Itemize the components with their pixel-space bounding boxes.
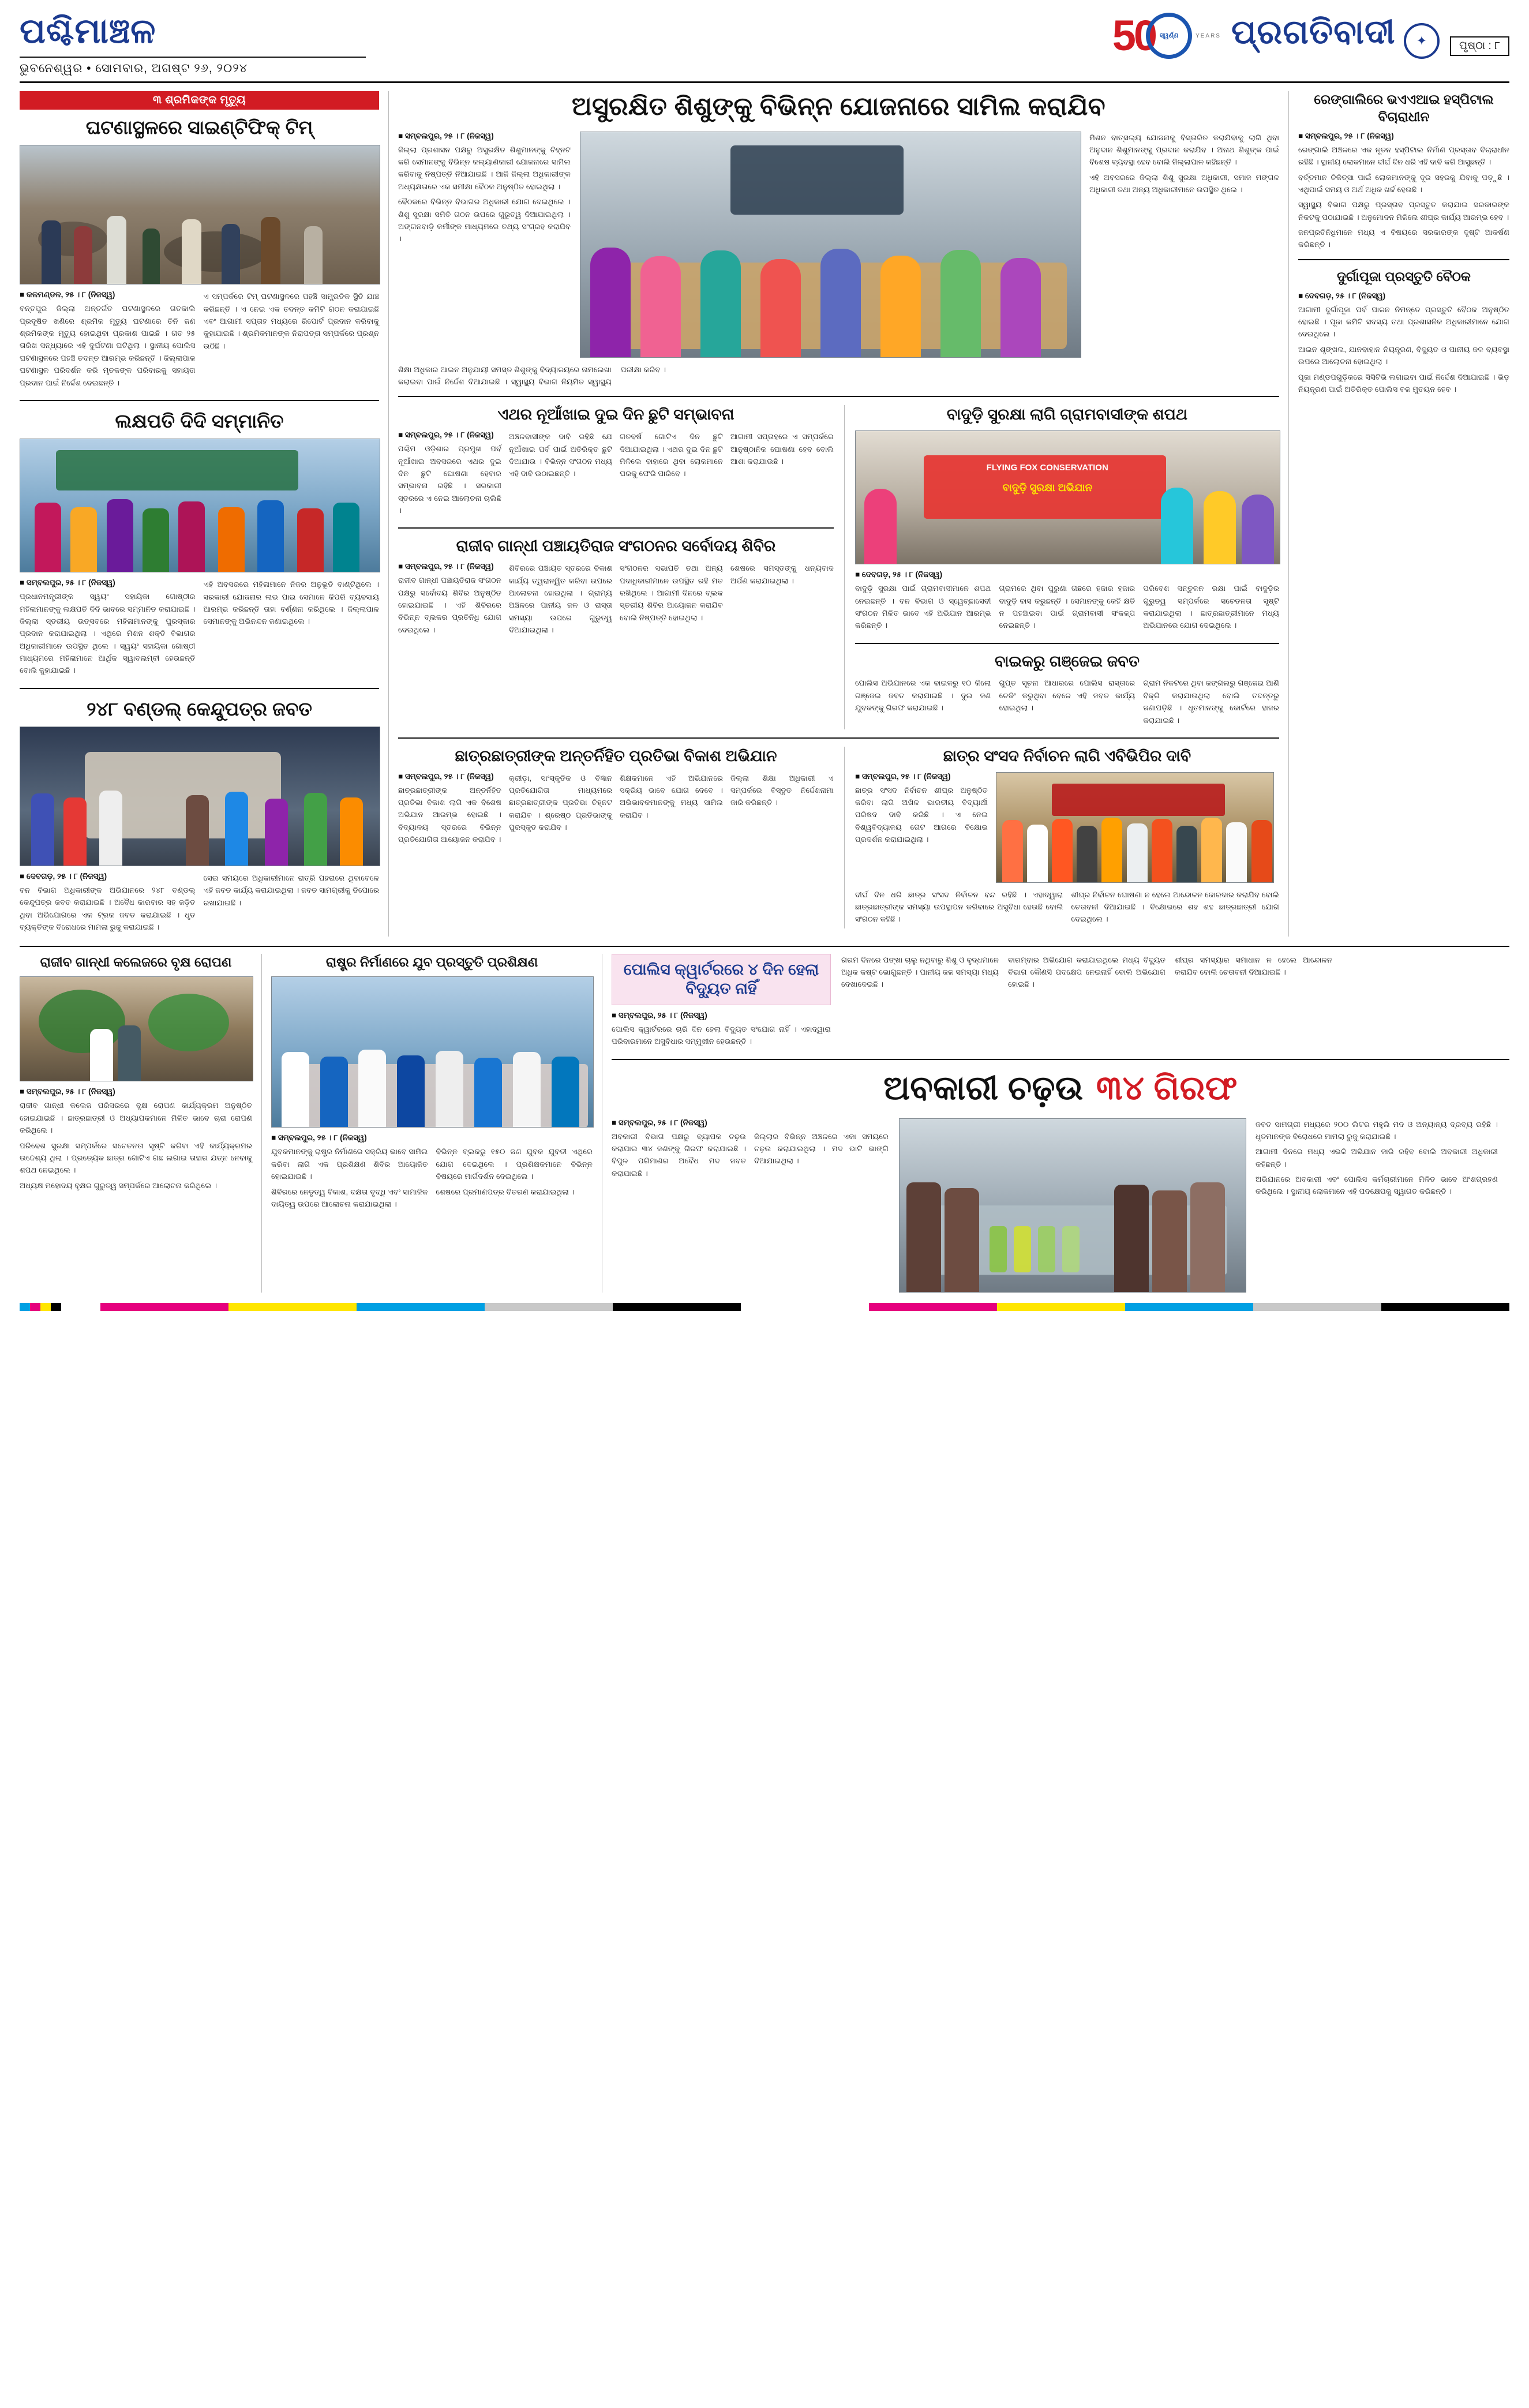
column-right (1289, 91, 1509, 937)
kicker-badge: ୩ ଶ୍ରମିକଙ୍କ ମୃତ୍ୟୁ (20, 91, 379, 110)
anniversary-caption: YEARS (1196, 32, 1221, 39)
registration-marks (20, 1303, 100, 1311)
paragraph: ଜନପ୍ରତିନିଧିମାନେ ମଧ୍ୟ ଏ ବିଷୟରେ ସରକାରଙ୍କ ଦୃଷ୍ଟି ଆକର୍ଷଣ କରିଛନ୍ତି । (1298, 228, 1509, 249)
paragraph: ଜବତ ସାମଗ୍ରୀ ମଧ୍ୟରେ ୨୦୦ ଲିଟର ମହୁଲି ମଦ ଓ ଅନ୍ୟାନ୍ୟ ଦ୍ରବ୍ୟ ରହିଛି । ଧୃତମାନଙ୍କ ବିରୋଧରେ ମାମଲା ରୁଜୁ କରାଯାଇଛି । (1256, 1119, 1498, 1141)
anniversary-logo (1112, 13, 1221, 59)
paragraph: ଶିକ୍ଷା ଅଧିକାର ଆଇନ ଅନୁଯାୟୀ ସମସ୍ତ ଶିଶୁଙ୍କୁ ବିଦ୍ୟାଳୟରେ ନାମଲେଖା କରାଇବା ପାଇଁ ନିର୍ଦ୍ଦେଶ ଦିଆଯାଇଛି । ସ୍ୱାସ୍ଥ୍ୟ ବିଭାଗ ନିୟମିତ ସ୍ୱାସ୍ଥ୍ୟ ପରୀକ୍ଷା କରିବ । (398, 365, 666, 387)
headline-excise-raid: ଅବକାରୀ ଚଢ଼ଉ (883, 1069, 1084, 1107)
dateline: ଭୁବନେଶ୍ୱର • ସୋମବାର, ଅଗଷ୍ଟ ୨୬, ୨୦୨୪ (20, 62, 248, 75)
headline-youth-training: ରାଷ୍ଟ୍ର ନିର୍ମାଣରେ ଯୁବ ପ୍ରସ୍ତୁତି ପ୍ରଶିକ୍ଷଣ (325, 954, 538, 969)
headline-nuakhai-holiday: ଏଥର ନୂଆଁଖାଇ ଦୁଇ ଦିନ ଛୁଟି ସମ୍ଭାବନା (497, 406, 734, 424)
bottom-column-1 (20, 954, 262, 1293)
headline-durga-puja-meeting: ଦୁର୍ଗାପୂଜା ପ୍ରସ୍ତୁତି ବୈଠକ (1337, 268, 1471, 284)
paragraph: ମିଶନ ବାତ୍ସଲ୍ୟ ଯୋଜନାକୁ ବିସ୍ତାରିତ କରାଯିବାକୁ ଲାଗି ଥିବା ଅନୁଦାନ ଶିଶୁମାନଙ୍କୁ ପ୍ରଦାନ କରାଯିବ । ଅନାଥ ଶିଶୁଙ୍କ ପାଇଁ ବିଶେଷ ବ୍ୟବସ୍ଥା ହେବ ବୋଲି ଜିଲ୍ଲାପାଳ କହିଛନ୍ତି । (1089, 133, 1279, 167)
story-scientific-team-body (20, 290, 379, 392)
paragraph: ପରିବେଶ ସନ୍ତୁଳନ ରକ୍ଷା ପାଇଁ ବାଦୁଡ଼ିର ଗୁରୁତ୍ୱ ସମ୍ପର୍କରେ ସଚେତନତା ସୃଷ୍ଟି କରାଯାଇଥିଲା । ଛାତ୍ରଛାତ୍ରୀମାନେ ମଧ୍ୟ ଅଭିଯାନରେ ଯୋଗ ଦେଇଥିଲେ । (1143, 584, 1279, 630)
paragraph: ପୋଲିସ ଅଭିଯାନରେ ଏକ ବାଇକରୁ ୧୦ କିଲୋ ଗଞ୍ଜେଇ ଜବତ କରାଯାଇଛି । ଦୁଇ ଜଣ ଯୁବକଙ୍କୁ ଗିରଫ କରାଯାଇଛି । (855, 679, 991, 713)
byline: ■ ସମ୍ବଲପୁର, ୨୫ । ୮ (ନିଜସ୍ୱ) (1298, 132, 1509, 141)
paragraph: ଆଗାମୀ ସପ୍ତାହରେ ଏ ସମ୍ପର୍କରେ ଆନୁଷ୍ଠାନିକ ଘୋଷଣା ହେବ ବୋଲି ଆଶା କରାଯାଉଛି । (730, 432, 834, 466)
paragraph: ଅଧ୍ୟକ୍ଷ ମହୋଦୟ ବୃକ୍ଷର ଗୁରୁତ୍ୱ ସମ୍ପର୍କରେ ଆଲୋଚନା କରିଥିଲେ । (20, 1181, 218, 1190)
photo-excise-raid-seizure (899, 1118, 1246, 1293)
headline-panchayatiraj-camp: ରାଜୀବ ଗାନ୍ଧୀ ପଞ୍ଚାୟତିରାଜ ସଂଗଠନର ସର୍ବୋଦୟ ଶିବିର (456, 537, 776, 555)
byline: ■ ସମ୍ବଲପୁର, ୨୫ । ୮ (ନିଜସ୍ୱ) (398, 562, 501, 571)
paragraph: କ୍ରୀଡ଼ା, ସାଂସ୍କୃତିକ ଓ ବିଜ୍ଞାନ ପ୍ରତିଯୋଗିତା ମାଧ୍ୟମରେ ଛାତ୍ରଛାତ୍ରୀଙ୍କ ପ୍ରତିଭା ଚିହ୍ନଟ କରାଯିବ । ଶ୍ରେଷ୍ଠ ପ୍ରତିଭାଙ୍କୁ ପୁରସ୍କୃତ କରାଯିବ । (508, 773, 612, 832)
bottom-grid (20, 946, 1509, 1293)
photo-youth-training (271, 976, 594, 1128)
byline: ■ ସମ୍ବଲପୁର, ୨୫ । ୮ (ନିଜସ୍ୱ) (271, 1133, 593, 1143)
page-number: ପୃଷ୍ଠା : ୮ (1450, 36, 1509, 56)
headline-bat-conservation: ବାଦୁଡ଼ି ସୁରକ୍ଷା ଲାଗି ଗ୍ରାମବାସୀଙ୍କ ଶପଥ (946, 406, 1188, 424)
paragraph: ଛାତ୍ରଛାତ୍ରୀଙ୍କ ଅନ୍ତର୍ନିହିତ ପ୍ରତିଭା ବିକାଶ ଲାଗି ଏକ ବିଶେଷ ଅଭିଯାନ ଆରମ୍ଭ ହୋଇଛି । ବିଦ୍ୟାଳୟ ସ୍ତରରେ ବିଭିନ୍ନ ପ୍ରତିଯୋଗିତା ଆୟୋଜନ କରାଯିବ । (398, 785, 501, 844)
byline: ■ ସମ୍ବଲପୁର, ୨୫ । ୮ (ନିଜସ୍ୱ) (398, 772, 501, 781)
paragraph: ଶିବିରରେ ପଞ୍ଚାୟତ ସ୍ତରରେ ବିକାଶ କାର୍ଯ୍ୟ ତ୍ୱରାନ୍ୱିତ କରିବା ଉପରେ ଆଲୋଚନା ହୋଇଥିଲା । ଗ୍ରାମ୍ୟ ଅଞ୍ଚଳରେ ପାନୀୟ ଜଳ ଓ ରାସ୍ତା ସମସ୍ୟା ଉପରେ ଗୁରୁତ୍ୱ ଦିଆଯାଇଥିଲା । (508, 564, 612, 635)
paragraph: ପୂଜା ମଣ୍ଡପଗୁଡ଼ିକରେ ସିସିଟିଭି ଲଗାଇବା ପାଇଁ ନିର୍ଦ୍ଦେଶ ଦିଆଯାଇଛି । ଭିଡ଼ ନିୟନ୍ତ୍ରଣ ପାଇଁ ଅତିରିକ୍ତ ପୋଲିସ ବଳ ମୁତୟନ ହେବ । (1298, 372, 1509, 394)
paragraph: ରାଜୀବ ଗାନ୍ଧୀ କଲେଜ ପରିସରରେ ବୃକ୍ଷ ରୋପଣ କାର୍ଯ୍ୟକ୍ରମ ଅନୁଷ୍ଠିତ ହୋଇଯାଇଛି । ଛାତ୍ରଛାତ୍ରୀ ଓ ଅଧ୍ୟାପକମାନେ ମିଳିତ ଭାବେ ଚାରା ରୋପଣ କରିଥିଲେ । (20, 1101, 252, 1135)
paragraph: ପଶ୍ଚିମ ଓଡ଼ିଶାର ପ୍ରମୁଖ ପର୍ବ ନୂଆଁଖାଇ ଅବସରରେ ଏଥର ଦୁଇ ଦିନ ଛୁଟି ଘୋଷଣା ହେବାର ସମ୍ଭାବନା ରହିଛି । ସରକାରୀ ସ୍ତରରେ ଏ ନେଇ ଆଲୋଚନା ଚାଲିଛି । (398, 444, 501, 515)
photo-bat-conservation-pledge (855, 430, 1280, 564)
paragraph: ଜିଲ୍ଲା ପ୍ରଶାସନ ପକ୍ଷରୁ ଅସୁରକ୍ଷିତ ଶିଶୁମାନଙ୍କୁ ଚିହ୍ନଟ କରି ସେମାନଙ୍କୁ ବିଭିନ୍ନ କଲ୍ୟାଣକାରୀ ଯୋଜନାରେ ସାମିଲ କରିବାକୁ ନିଷ୍ପତ୍ତି ନିଆଯାଇଛି । ଆଜି ଜିଲ୍ଲା ଅଧିକାରୀଙ୍କ ଅଧ୍ୟକ୍ଷତାରେ ଏକ ସମୀକ୍ଷା ବୈଠକ ଅନୁଷ୍ଠିତ ହୋଇଥିଲା । (398, 145, 571, 191)
headline-tree-plantation: ରାଜୀବ ଗାନ୍ଧୀ କଲେଜରେ ବୃକ୍ଷ ରୋପଣ (40, 954, 232, 969)
paragraph: ପୋଲିସ କ୍ୱାର୍ଟରରେ ଚାରି ଦିନ ହେଲା ବିଦ୍ୟୁତ ସଂଯୋଗ ନାହିଁ । ଏହାଦ୍ୱାରା ପରିବାରମାନେ ଅସୁବିଧାର ସମ୍ମୁଖୀନ ହେଉଛନ୍ତି । (612, 1025, 831, 1046)
byline: ■ ଦେବଗଡ଼, ୨୫ । ୮ (ନିଜସ୍ୱ) (1298, 291, 1509, 301)
headline-kendu-leaf-seizure: ୨୪୮ ବଣ୍ଡଲ୍ କେନ୍ଦୁପତ୍ର ଜବତ (87, 698, 312, 720)
story-kendu-leaf-body (20, 872, 379, 937)
headline-ganja-seizure: ବାଇକରୁ ଗଞ୍ଜେଇ ଜବତ (994, 652, 1140, 670)
paragraph: ଅଭିଯାନରେ ଅବକାରୀ ଏବଂ ପୋଲିସ କର୍ମଚାରୀମାନେ ମିଳିତ ଭାବେ ଅଂଶଗ୍ରହଣ କରିଥିଲେ । ସ୍ଥାନୀୟ ଲୋକମାନେ ଏହି ପଦକ୍ଷେପକୁ ସ୍ୱାଗତ କରିଛନ୍ତି । (1256, 1175, 1498, 1196)
brand-name: ପ୍ରଗତିବାଦୀ (1231, 13, 1396, 51)
headline-talent-development: ଛାତ୍ରଛାତ୍ରୀଙ୍କ ଅନ୍ତର୍ନିହିତ ପ୍ରତିଭା ବିକାଶ ଅଭିଯାନ (455, 747, 777, 765)
section-title: ପଶ୍ଚିମାଞ୍ଚଳ (20, 12, 156, 50)
paragraph: ଶେଷରେ ସମସ୍ତଙ୍କୁ ଧନ୍ୟବାଦ ଅର୍ପଣ କରାଯାଇଥିଲା । (730, 564, 834, 585)
byline: ■ କଳମଣ୍ଡଳ, ୨୫ । ୮ (ନିଜସ୍ୱ) (20, 290, 196, 299)
brand-logo (1231, 13, 1440, 59)
paragraph: ଗୁପ୍ତ ସୂଚନା ଆଧାରରେ ପୋଲିସ ରାସ୍ତାରେ ଚେକିଂ କରୁଥିବା ବେଳେ ଏହି ଜବତ କାର୍ଯ୍ୟ ହୋଇଥିଲା । (999, 679, 1135, 713)
bottom-column-2 (262, 954, 602, 1293)
paragraph: ସ୍ୱାସ୍ଥ୍ୟ ବିଭାଗ ପକ୍ଷରୁ ପ୍ରସ୍ତାବ ପ୍ରସ୍ତୁତ କରାଯାଇ ସରକାରଙ୍କ ନିକଟକୁ ପଠାଯାଇଛି । ଅନୁମୋଦନ ମିଳିଲେ ଶୀଘ୍ର କାର୍ଯ୍ୟ ଆରମ୍ଭ ହେବ । (1298, 200, 1509, 222)
paragraph: ବୈଠକରେ ବିଭିନ୍ନ ବିଭାଗର ଅଧିକାରୀ ଯୋଗ ଦେଇଥିଲେ । ଶିଶୁ ସୁରକ୍ଷା ସମିତି ଗଠନ ଉପରେ ଗୁରୁତ୍ୱ ଦିଆଯାଇଥିଲା । ଅଙ୍ଗନବାଡ଼ି କର୍ମୀଙ୍କ ମାଧ୍ୟମରେ ତଥ୍ୟ ସଂଗ୍ରହ କରାଯିବ । (398, 197, 571, 244)
byline: ■ ଦେବଗଡ଼, ୨୫ । ୮ (ନିଜସ୍ୱ) (20, 872, 196, 881)
byline: ■ ସମ୍ବଲପୁର, ୨୫ । ୮ (ନିଜସ୍ୱ) (20, 578, 196, 587)
column-center (389, 91, 1289, 937)
paragraph: ବାଦୁଡ଼ି ସୁରକ୍ଷା ପାଇଁ ଗ୍ରାମବାସୀମାନେ ଶପଥ ନେଇଛନ୍ତି । ବନ ବିଭାଗ ଓ ସ୍ୱେଚ୍ଛାସେବୀ ସଂଗଠନ ମିଳିତ ଭାବେ ଏହି ଅଭିଯାନ ଆରମ୍ଭ କରିଛନ୍ତି । (855, 584, 991, 630)
paragraph: ଏହି ଅବସରରେ ଜିଲ୍ଲା ଶିଶୁ ସୁରକ୍ଷା ଅଧିକାରୀ, ସମାଜ ମଙ୍ଗଳ ଅଧିକାରୀ ତଥା ଅନ୍ୟ ଅଧିକାରୀମାନେ ଉପସ୍ଥିତ ଥିଲେ । (1089, 173, 1279, 194)
byline: ■ ଦେବଗଡ଼, ୨୫ । ୮ (ନିଜସ୍ୱ) (855, 570, 1279, 579)
bottom-column-3 (602, 954, 1509, 1293)
headline-lakhpati-didi: ଲକ୍ଷପତି ଦିଦି ସମ୍ମାନିତ (115, 410, 284, 432)
headline-police-quarter-power: ପୋଲିସ କ୍ୱାର୍ଟରରେ ୪ ଦିନ ହେଲା ବିଦ୍ୟୁତ ନାହିଁ (623, 960, 819, 998)
photo-accident-site (20, 145, 380, 284)
paragraph: ଅବକାରୀ ବିଭାଗ ପକ୍ଷରୁ ବ୍ୟାପକ ଚଢ଼ଉ କରାଯାଇ ୩୪ ଜଣଙ୍କୁ ଗିରଫ କରାଯାଇଛି । ବିପୁଳ ପରିମାଣର ଅବୈଧ ମଦ ଜବତ କରାଯାଇଛି । (612, 1132, 746, 1178)
paragraph: ଆଇନ ଶୃଙ୍ଖଳା, ଯାନବାହାନ ନିୟନ୍ତ୍ରଣ, ବିଦ୍ୟୁତ ଓ ପାନୀୟ ଜଳ ବ୍ୟବସ୍ଥା ଉପରେ ଆଲୋଚନା ହୋଇଥିଲା । (1298, 344, 1509, 366)
masthead (20, 10, 1509, 83)
main-grid (20, 91, 1509, 937)
masthead-left (20, 10, 366, 76)
story-lakhpati-didi-body (20, 578, 379, 680)
byline: ■ ସମ୍ବଲପୁର, ୨୫ । ୮ (ନିଜସ୍ୱ) (612, 1118, 889, 1128)
paragraph: ଜିଲ୍ଲା ଶିକ୍ଷା ଅଧିକାରୀ ଏ ସମ୍ପର୍କରେ ବିସ୍ତୃତ ନିର୍ଦ୍ଦେଶନାମା ଜାରି କରିଛନ୍ତି । (730, 773, 834, 807)
paragraph: ରେଙ୍ଗାଲି ଅଞ୍ଚଳରେ ଏକ ନୂତନ ହସ୍ପିଟାଲ ନିର୍ମାଣ ପ୍ରସ୍ତାବ ବିଚାରାଧୀନ ରହିଛି । ସ୍ଥାନୀୟ ଲୋକମାନେ ଦୀର୍ଘ ଦିନ ଧରି ଏହି ଦାବି କରି ଆସୁଛନ୍ତି । (1298, 145, 1509, 167)
paragraph: ଆଗାମୀ ଦିନରେ ମଧ୍ୟ ଏଭଳି ଅଭିଯାନ ଜାରି ରହିବ ବୋଲି ଅବକାରୀ ଅଧିକାରୀ କହିଛନ୍ତି । (1256, 1147, 1498, 1169)
photo-tree-plantation (20, 976, 253, 1081)
column-left (20, 91, 389, 937)
headline-scientific-team: ଘଟଣାସ୍ଥଳରେ ସାଇଣ୍ଟିଫିକ୍ ଟିମ୍ (85, 117, 313, 138)
color-calibration-bar (100, 1303, 1509, 1311)
paragraph: ଅଞ୍ଚଳବାସୀଙ୍କ ଦାବି ରହିଛି ଯେ ନୂଆଁଖାଇ ପର୍ବ ପାଇଁ ଅତିରିକ୍ତ ଛୁଟି ଦିଆଯାଉ । ବିଭିନ୍ନ ସଂଗଠନ ମଧ୍ୟ ଏହି ଦାବି ଉଠାଇଛନ୍ତି । (508, 432, 612, 478)
byline: ■ ସମ୍ବଲପୁର, ୨୫ । ୮ (ନିଜସ୍ୱ) (398, 132, 571, 141)
masthead-right (1112, 10, 1509, 59)
paragraph: ଶିବିରରେ ନେତୃତ୍ୱ ବିକାଶ, ଦକ୍ଷତା ବୃଦ୍ଧି ଏବଂ ସାମାଜିକ ଦାୟିତ୍ୱ ଉପରେ ଆଲୋଚନା କରାଯାଇଥିଲା । (271, 1187, 428, 1208)
byline: ■ ସମ୍ବଲପୁର, ୨୫ । ୮ (ନିଜସ୍ୱ) (398, 430, 501, 440)
paragraph: ପରିବେଶ ସୁରକ୍ଷା ସମ୍ପର୍କରେ ସଚେତନତା ସୃଷ୍ଟି କରିବା ଏହି କାର୍ଯ୍ୟକ୍ରମର ଉଦ୍ଦେଶ୍ୟ ଥିଲା । ପ୍ରତ୍ୟେକ ଛାତ୍ର ଗୋଟିଏ ଗଛ ଲଗାଇ ତାହାର ଯତ୍ନ ନେବାକୁ ଶପଥ ନେଇଥିଲେ । (20, 1141, 252, 1175)
photo-review-meeting (580, 132, 1081, 358)
paragraph: ଜିଲ୍ଲାର ବିଭିନ୍ନ ଅଞ୍ଚଳରେ ଏକା ସମୟରେ ଚଢ଼ଉ କରାଯାଇଥିଲା । ମଦ ଭାଟି ଭାଙ୍ଗି ଦିଆଯାଇଥିଲା । (754, 1132, 889, 1166)
byline: ■ ସମ୍ବଲପୁର, ୨୫ । ୮ (ନିଜସ୍ୱ) (855, 772, 988, 781)
banner-text-or: ବାଦୁଡ଼ି ସୁରକ୍ଷା ଅଭିଯାନ (1002, 481, 1093, 493)
paragraph: ଶୀଘ୍ର ନିର୍ବାଚନ ଘୋଷଣା ନ ହେଲେ ଆନ୍ଦୋଳନ ଜୋରଦାର କରାଯିବ ବୋଲି ଚେତାବନୀ ଦିଆଯାଇଛି । ବିକ୍ଷୋଭରେ ଶହ ଶହ ଛାତ୍ରଛାତ୍ରୀ ଯୋଗ ଦେଇଥିଲେ । (1071, 890, 1279, 924)
headline-excise-arrests: ୩୪ ଗିରଫ (1096, 1069, 1238, 1107)
paragraph: ଏହି ଅବସରରେ ମହିଳାମାନେ ନିଜର ଅନୁଭୂତି ବାଣ୍ଟିଥିଲେ । ସରକାରୀ ଯୋଜନାର ଲାଭ ପାଇ ସେମାନେ କିପରି ବ୍ୟବସାୟ ଆରମ୍ଭ କରିଛନ୍ତି ତାହା ବର୍ଣ୍ଣନା କରିଥିଲେ । ଜିଲ୍ଲାପାଳ ସେମାନଙ୍କୁ ଅଭିନନ୍ଦନ ଜଣାଇଥିଲେ । (203, 580, 379, 626)
highlight-box-power-outage (612, 954, 831, 1006)
print-registration-bar (20, 1303, 1509, 1311)
paragraph: ବିଭିନ୍ନ ବ୍ଲକରୁ ୧୫୦ ଜଣ ଯୁବକ ଯୁବତୀ ଏଥିରେ ଯୋଗ ଦେଇଥିଲେ । ପ୍ରଶିକ୍ଷକମାନେ ବିଭିନ୍ନ ବିଷୟରେ ମାର୍ଗଦର୍ଶନ ଦେଇଥିଲେ । (436, 1147, 593, 1181)
byline: ■ ସମ୍ବଲପୁର, ୨୫ । ୮ (ନିଜସ୍ୱ) (612, 1011, 831, 1020)
paragraph: ଶୀଘ୍ର ସମସ୍ୟାର ସମାଧାନ ନ ହେଲେ ଆନ୍ଦୋଳନ କରାଯିବ ବୋଲି ଚେତାବନୀ ଦିଆଯାଇଛି । (1175, 955, 1332, 976)
headline-main-children-schemes: ଅସୁରକ୍ଷିତ ଶିଶୁଙ୍କୁ ବିଭିନ୍ନ ଯୋଜନାରେ ସାମିଲ କରାଯିବ (572, 92, 1105, 121)
byline: ■ ସମ୍ବଲପୁର, ୨୫ । ୮ (ନିଜସ୍ୱ) (20, 1087, 252, 1096)
headline-abvp-demand: ଛାତ୍ର ସଂସଦ ନିର୍ବାଚନ ଲାଗି ଏବିଭିପିର ଦାବି (943, 747, 1191, 765)
photo-lakhpati-didi-event (20, 439, 380, 572)
paragraph: ପ୍ରଧାନମନ୍ତ୍ରୀଙ୍କ ସ୍ୱୟଂ ସହାୟିକା ଗୋଷ୍ଠୀର ମହିଳାମାନଙ୍କୁ ଲକ୍ଷପତି ଦିଦି ଭାବରେ ସମ୍ମାନିତ କରାଯାଇଛି । ଜିଲ୍ଲା ସ୍ତରୀୟ ଉତ୍ସବରେ ମହିଳାମାନଙ୍କୁ ପୁରସ୍କାର ପ୍ରଦାନ କରାଯାଇଥିଲା । ଏଥିରେ ମିଶନ ଶକ୍ତି ବିଭାଗର ଅଧିକାରୀମାନେ ଉପସ୍ଥିତ ଥିଲେ । ସ୍ୱୟଂ ସହାୟିକା ଗୋଷ୍ଠୀ ମାଧ୍ୟମରେ ମହିଳାମାନେ ଆର୍ଥିକ ସ୍ୱାବଲମ୍ବୀ ହେଉଛନ୍ତି ବୋଲି କୁହାଯାଇଛି । (20, 592, 196, 675)
paragraph: ବର୍ତ୍ତମାନ ଚିକିତ୍ସା ପାଇଁ ଲୋକମାନଙ୍କୁ ଦୂର ସହରକୁ ଯିବାକୁ ପଡ଼ୁଛି । ଏଥିପାଇଁ ସମୟ ଓ ଅର୍ଥ ଅଧିକ ଖର୍ଚ୍ଚ ହେଉଛି । (1298, 173, 1509, 194)
anniversary-number: 50 (1112, 11, 1156, 59)
paragraph: ଗ୍ରାମ ନିକଟରେ ଥିବା ଜଙ୍ଗଲରୁ ଗଞ୍ଜେଇ ଆଣି ବିକ୍ରି କରାଯାଉଥିଲା ବୋଲି ତଦନ୍ତରୁ ଜଣାପଡ଼ିଛି । ଧୃତମାନଙ୍କୁ କୋର୍ଟରେ ହାଜର କରାଯାଇଛି । (1143, 679, 1279, 725)
paragraph: ଗ୍ରାମରେ ଥିବା ପୁରୁଣା ଗଛରେ ହଜାର ହଜାର ବାଦୁଡ଼ି ବାସ କରୁଛନ୍ତି । ସେମାନଙ୍କୁ କେହି କ୍ଷତି ନ ପହଞ୍ଚାଇବା ପାଇଁ ଗ୍ରାମବାସୀ ସଂକଳ୍ପ ନେଇଛନ୍ତି । (999, 584, 1135, 630)
paragraph: ଏ ସମ୍ପର୍କରେ ଟିମ୍ ଘଟଣାସ୍ଥଳରେ ପହଞ୍ଚି ସାମ୍ପ୍ରତିକ ସ୍ଥିତି ଯାଞ୍ଚ କରିଛନ୍ତି । ଏ ନେଇ ଏକ ତଦନ୍ତ କମିଟି ଗଠନ କରାଯାଇଛି ଏବଂ ଆଗାମୀ ସପ୍ତାହ ମଧ୍ୟରେ ରିପୋର୍ଟ ପ୍ରଦାନ କରିବାକୁ କୁହାଯାଇଛି । ଶ୍ରମିକମାନଙ୍କ ନିରାପତ୍ତା ସମ୍ପର୍କରେ ପ୍ରଶ୍ନ ଉଠିଛି । (203, 292, 379, 350)
paragraph: ଦୀର୍ଘ ଦିନ ଧରି ଛାତ୍ର ସଂସଦ ନିର୍ବାଚନ ବନ୍ଦ ରହିଛି । ଏହାଦ୍ୱାରା ଛାତ୍ରଛାତ୍ରୀଙ୍କ ସମସ୍ୟା ଉପସ୍ଥାପନ କରିବାରେ ଅସୁବିଧା ହେଉଛି ବୋଲି ସଂଗଠନ କହିଛି । (855, 890, 1063, 924)
paragraph: ବନ ବିଭାଗ ଅଧିକାରୀଙ୍କ ଅଭିଯାନରେ ୨୪୮ ବଣ୍ଡଲ୍ କେନ୍ଦୁପତ୍ର ଜବତ କରାଯାଇଛି । ଅବୈଧ କାରବାର ସହ ଜଡ଼ିତ ଥିବା ଅଭିଯୋଗରେ ଏକ ଟ୍ରକ ଜବତ କରାଯାଇଛି । ଧୃତ ବ୍ୟକ୍ତିଙ୍କ ବିରୋଧରେ ମାମଲା ରୁଜୁ କରାଯାଇଛି । (20, 886, 196, 932)
paragraph: ସଂଗଠନର ସଭାପତି ତଥା ଅନ୍ୟ ପଦାଧିକାରୀମାନେ ଉପସ୍ଥିତ ରହି ମତ ରଖିଥିଲେ । ଆଗାମୀ ଦିନରେ ବ୍ଲକ ସ୍ତରୀୟ ଶିବିର ଆୟୋଜନ କରାଯିବ ବୋଲି ନିଷ୍ପତ୍ତି ହୋଇଥିଲା । (619, 564, 723, 622)
paragraph: ସେଇ ସମୟରେ ଅଧିକାରୀମାନେ ରାତ୍ରି ପହରାରେ ଥିବାବେଳେ ଏହି ଜବତ କାର୍ଯ୍ୟ କରାଯାଇଥିଲା । ଜବତ ସାମଗ୍ରୀକୁ ଡିପୋରେ ରଖାଯାଇଛି । (203, 874, 379, 907)
paragraph: ବନ୍ତପୁର ଜିଲ୍ଲା ଅନ୍ତର୍ଗତ ଘଟଣାସ୍ଥଳରେ ଗତକାଲି ପ୍ରଦୂଷିତ ଖଣିରେ ଶ୍ରମିକ ମୃତ୍ୟୁ ଘଟଣାରେ ତିନି ଜଣ ଶ୍ରମିକଙ୍କ ମୃତ୍ୟୁ ହୋଇଥିବା ପ୍ରକାଶ ପାଇଛି । ଗତ ୨୫ ତାରିଖ ସନ୍ଧ୍ୟାରେ ଏହି ଦୁର୍ଘଟଣା ଘଟିଥିଲା । ସ୍ଥାନୀୟ ପୋଲିସ ଘଟଣାସ୍ଥଳରେ ପହଞ୍ଚି ତଦନ୍ତ ଆରମ୍ଭ କରିଛନ୍ତି । ଜିଲ୍ଲାପାଳ ଘଟଣାସ୍ଥଳ ପରିଦର୍ଶନ କରି ମୃତକଙ୍କ ପରିବାରକୁ ସହାୟତା ପ୍ରଦାନ ପାଇଁ ନିର୍ଦ୍ଦେଶ ଦେଇଛନ୍ତି । (20, 304, 196, 387)
anniversary-ring-icon: ସ୍ୱର୍ଣ୍ଣ (1146, 13, 1192, 59)
banner-text-en: FLYING FOX CONSERVATION (986, 463, 1108, 473)
photo-kendu-leaf-seizure (20, 726, 380, 866)
paragraph: ଯୁବକମାନଙ୍କୁ ରାଷ୍ଟ୍ର ନିର୍ମାଣରେ ସକ୍ରିୟ ଭାବେ ସାମିଲ କରିବା ଲାଗି ଏକ ପ୍ରଶିକ୍ଷଣ ଶିବିର ଆୟୋଜିତ ହୋଇଯାଇଛି । (271, 1147, 428, 1181)
paragraph: ରାଜୀବ ଗାନ୍ଧୀ ପଞ୍ଚାୟତିରାଜ ସଂଗଠନ ପକ୍ଷରୁ ସର୍ବୋଦୟ ଶିବିର ଅନୁଷ୍ଠିତ ହୋଇଯାଇଛି । ଏହି ଶିବିରରେ ବିଭିନ୍ନ ବ୍ଲକର ପ୍ରତିନିଧି ଯୋଗ ଦେଇଥିଲେ । (398, 576, 501, 634)
photo-student-protest (996, 772, 1274, 883)
paragraph: ଆଗାମୀ ଦୁର୍ଗାପୂଜା ପର୍ବ ପାଳନ ନିମନ୍ତେ ପ୍ରସ୍ତୁତି ବୈଠକ ଅନୁଷ୍ଠିତ ହୋଇଛି । ପୂଜା କମିଟି ସଦସ୍ୟ ତଥା ପ୍ରଶାସନିକ ଅଧିକାରୀମାନେ ଯୋଗ ଦେଇଥିଲେ । (1298, 305, 1509, 339)
paragraph: ଶିକ୍ଷକମାନେ ଏହି ଅଭିଯାନରେ ସକ୍ରିୟ ଭାବେ ଯୋଗ ଦେବେ । ଅଭିଭାବକମାନଙ୍କୁ ମଧ୍ୟ ସାମିଲ କରାଯିବ । (619, 773, 723, 819)
paragraph: ଛାତ୍ର ସଂସଦ ନିର୍ବାଚନ ଶୀଘ୍ର ଅନୁଷ୍ଠିତ କରିବା ଲାଗି ଅଖିଳ ଭାରତୀୟ ବିଦ୍ୟାର୍ଥୀ ପରିଷଦ ଦାବି କରିଛି । ଏ ନେଇ ବିଶ୍ୱବିଦ୍ୟାଳୟ ଗେଟ ଆଗରେ ବିକ୍ଷୋଭ ପ୍ରଦର୍ଶନ କରାଯାଇଥିଲା । (855, 785, 988, 844)
paragraph: ଗରମ ଦିନରେ ପଙ୍ଖା ଚାଲୁ ନଥିବାରୁ ଶିଶୁ ଓ ବୃଦ୍ଧମାନେ ଅଧିକ କଷ୍ଟ ଭୋଗୁଛନ୍ତି । ପାନୀୟ ଜଳ ସମସ୍ୟା ମଧ୍ୟ ଦେଖାଦେଇଛି । (841, 955, 999, 989)
paragraph: ବାରମ୍ବାର ଅଭିଯୋଗ କରାଯାଇଥିଲେ ମଧ୍ୟ ବିଦ୍ୟୁତ ବିଭାଗ କୌଣସି ପଦକ୍ଷେପ ନେଇନାହିଁ ବୋଲି ଅଭିଯୋଗ ହୋଇଛି । (1008, 955, 1166, 989)
headline-rengali-hospital: ରେଙ୍ଗାଲିରେ ଭଏଏଆଇ ହସ୍ପିଟାଲ ବିଚାରାଧୀନ (1314, 92, 1494, 124)
paragraph: ଗତବର୍ଷ ଗୋଟିଏ ଦିନ ଛୁଟି ଦିଆଯାଇଥିଲା । ଏଥର ଦୁଇ ଦିନ ଛୁଟି ମିଳିଲେ ବାହାରେ ଥିବା ଲୋକମାନେ ଘରକୁ ଫେରି ପାରିବେ । (619, 432, 723, 478)
paragraph: ଶେଷରେ ପ୍ରମାଣପତ୍ର ବିତରଣ କରାଯାଇଥିଲା । (436, 1187, 575, 1196)
brand-emblem-icon: ✦ (1404, 23, 1440, 59)
